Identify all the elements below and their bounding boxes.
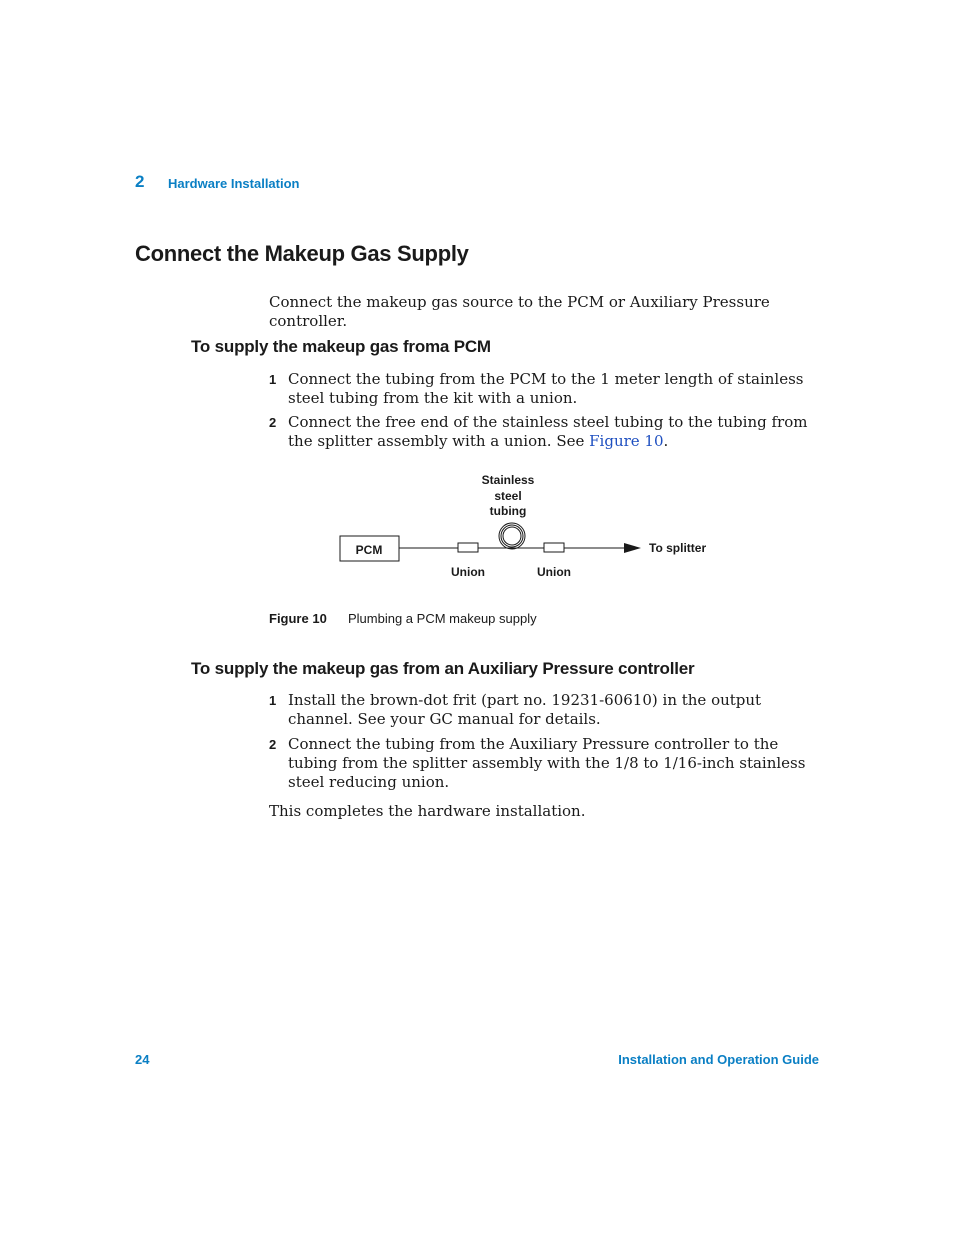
to-splitter-label: To splitter <box>649 541 707 555</box>
step-number: 2 <box>269 415 277 430</box>
step-text: Connect the tubing from the PCM to the 1 meter length of stainless steel tubing from the kit with a union. <box>288 370 804 407</box>
step-text: Install the brown-dot frit (part no. 19231-60610) in the output channel. See your GC manual for details. <box>288 691 762 728</box>
intro-paragraph: Connect the makeup gas source to the PCM or Auxiliary Pressure controller. <box>269 293 770 330</box>
figure-caption-label: Figure 10 <box>269 611 327 626</box>
stainless-label-line2: steel <box>494 489 522 503</box>
union-left-fitting <box>458 543 478 552</box>
union-left-label: Union <box>451 565 485 579</box>
list-item <box>269 370 824 408</box>
step-text: Connect the tubing from the Auxiliary Pressure controller to the tubing from the splitter assembly with the 1/8 to 1/16-inch stainless steel reducing union. <box>288 735 806 791</box>
step-number: 1 <box>269 372 277 387</box>
figure-caption-text: Plumbing a PCM makeup supply <box>348 611 537 626</box>
guide-title: Installation and Operation Guide <box>618 1052 819 1067</box>
pcm-label: PCM <box>355 543 383 557</box>
chapter-number: 2 <box>135 172 145 191</box>
page-title: Connect the Makeup Gas Supply <box>135 241 469 266</box>
union-right-fitting <box>544 543 564 552</box>
list-item <box>269 413 824 451</box>
arrow-icon <box>624 543 641 553</box>
figure-caption <box>269 611 537 626</box>
union-right-label: Union <box>537 565 571 579</box>
step-number: 2 <box>269 737 277 752</box>
heading-aux: To supply the makeup gas from an Auxiliary Pressure controller <box>191 659 695 678</box>
step-number: 1 <box>269 693 277 708</box>
step-text-part: Connect the free end of the stainless steel tubing to the tubing from the splitter assembly with a union. See <box>288 413 808 450</box>
stainless-label-line1: Stainless <box>481 473 535 487</box>
plumbing-diagram <box>330 465 730 585</box>
coil-icon <box>499 523 525 549</box>
list-item <box>269 735 824 792</box>
figure-10-link[interactable]: Figure 10 <box>589 432 664 450</box>
step-text <box>288 413 824 451</box>
heading-pcm: To supply the makeup gas froma PCM <box>191 337 491 356</box>
stainless-label-line3: tubing <box>489 504 527 518</box>
list-item <box>269 691 824 729</box>
chapter-title: Hardware Installation <box>168 176 300 191</box>
step-text-end: . <box>663 432 669 450</box>
closing-paragraph: This completes the hardware installation. <box>269 802 586 820</box>
page-number: 24 <box>135 1052 150 1067</box>
